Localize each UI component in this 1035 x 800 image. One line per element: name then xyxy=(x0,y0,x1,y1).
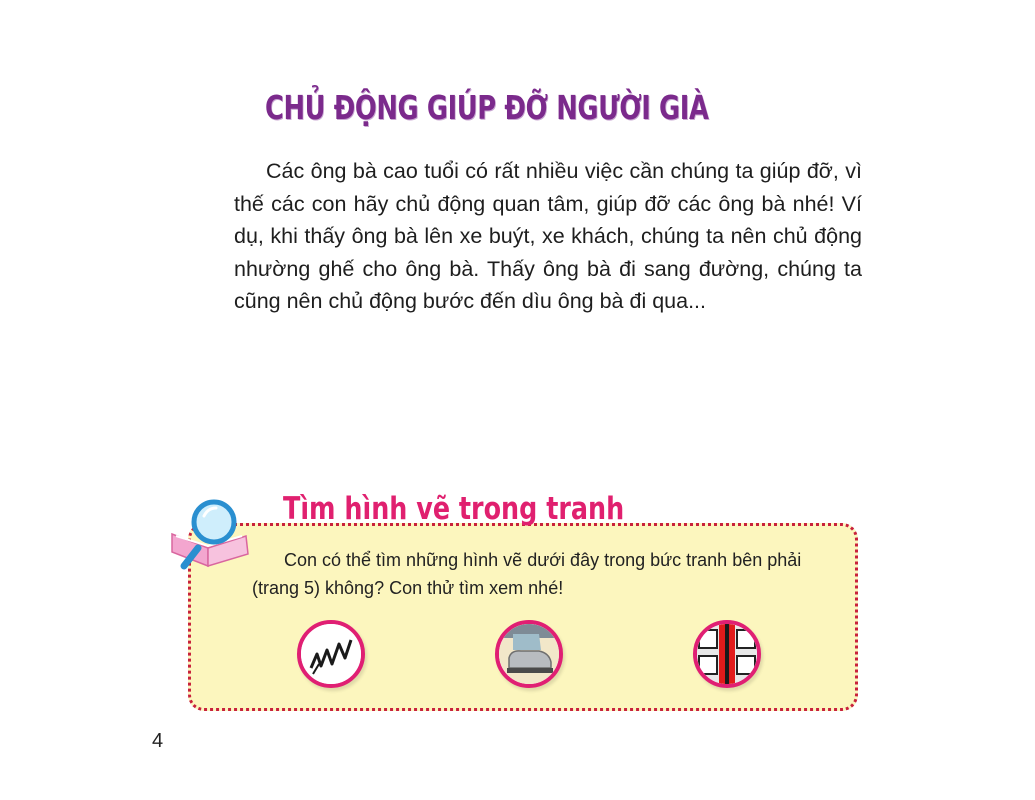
zigzag-scribble-thumbnail xyxy=(297,620,365,688)
section-paragraph: Các ông bà cao tuổi có rất nhiều việc cần chúng ta giúp đỡ, vì thế các con hãy chủ động quan tâm, giúp đỡ các ông bà nhé! Ví dụ, khi thấy ông bà lên xe buýt, xe khách, chúng ta nên chủ động nhường ghế cho ông bà. Thấy ông bà đi sang đường, chúng ta cũng nên chủ động bước đến dìu ông bà đi qua... xyxy=(234,159,862,313)
puzzle-instruction: Con có thể tìm những hình vẽ dưới đây trong bức tranh bên phải (trang 5) không? Con thử tìm xem nhé! xyxy=(252,550,802,598)
shoe-detail-thumbnail xyxy=(495,620,563,688)
page-number: 4 xyxy=(152,730,164,752)
magnifier-book-icon xyxy=(168,496,254,572)
puzzle-title: Tìm hình vẽ trong tranh xyxy=(283,491,625,527)
red-window-detail-thumbnail xyxy=(693,620,761,688)
section-title: CHỦ ĐỘNG GIÚP ĐỠ NGƯỜI GIÀ xyxy=(265,88,709,127)
